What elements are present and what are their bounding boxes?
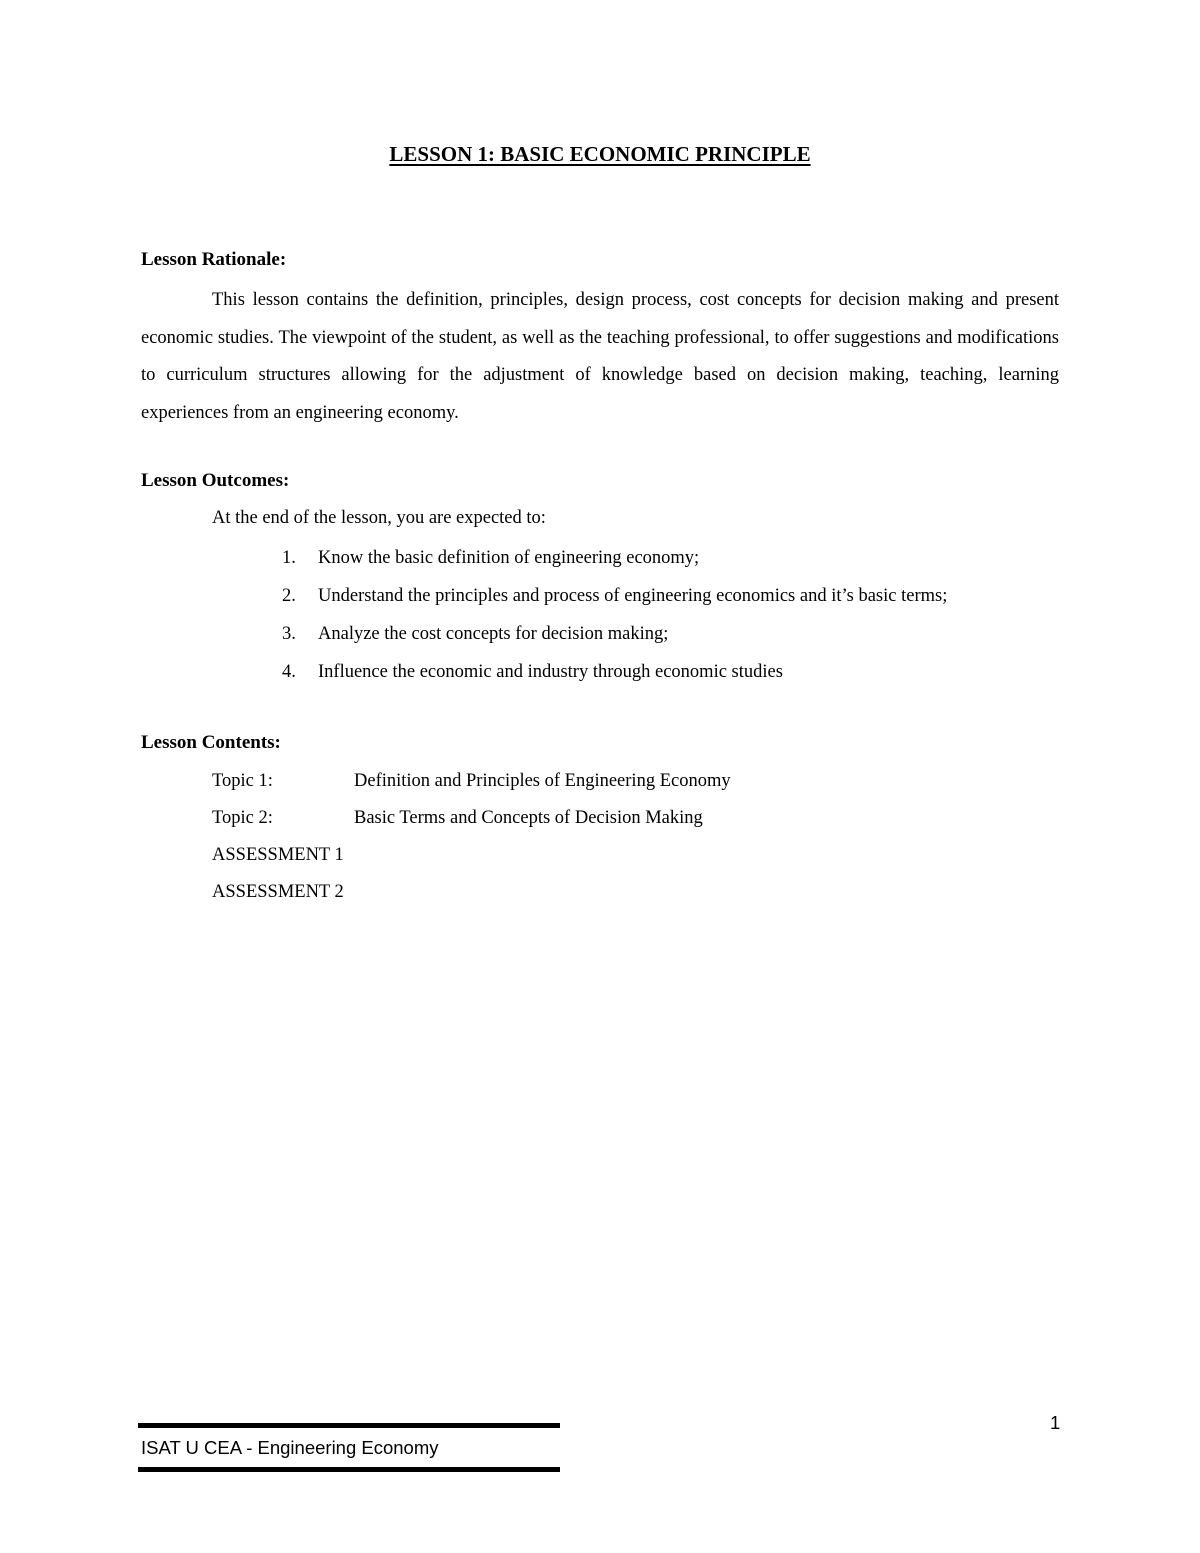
- topic-title: Basic Terms and Concepts of Decision Making: [354, 808, 703, 828]
- assessment-item: ASSESSMENT 2: [212, 882, 344, 902]
- list-item: [212, 620, 947, 658]
- list-item-text: Analyze the cost concepts for decision making;: [318, 624, 669, 644]
- page-number: 1: [1050, 1412, 1061, 1433]
- rationale-heading: Lesson Rationale:: [141, 249, 287, 270]
- list-item: [212, 544, 947, 582]
- list-item-number: 3.: [282, 624, 296, 644]
- list-item-text: Understand the principles and process of engineering economics and it’s basic terms;: [318, 586, 948, 606]
- list-item-number: 4.: [282, 662, 296, 682]
- list-item-text: Influence the economic and industry through economic studies: [318, 662, 783, 682]
- contents-list: [212, 767, 731, 915]
- contents-heading: Lesson Contents:: [141, 732, 281, 753]
- footer-divider-bottom: [138, 1467, 560, 1472]
- topic-label: Topic 2:: [212, 808, 273, 828]
- outcomes-list: [212, 544, 947, 696]
- footer-divider-top: [138, 1423, 560, 1428]
- topic-row: [212, 767, 731, 804]
- footer-text: ISAT U CEA - Engineering Economy: [141, 1437, 439, 1458]
- list-item-number: 2.: [282, 586, 296, 606]
- list-item: [212, 582, 947, 620]
- outcomes-intro: At the end of the lesson, you are expected to:: [212, 508, 546, 528]
- assessment-item: ASSESSMENT 1: [212, 845, 344, 865]
- list-item: [212, 658, 947, 696]
- topic-title: Definition and Principles of Engineering Economy: [354, 771, 731, 791]
- outcomes-heading: Lesson Outcomes:: [141, 470, 290, 491]
- rationale-paragraph: This lesson contains the definition, principles, design process, cost concepts for decision making and present economic studies. The viewpoint of the student, as well as the teaching professional, to offer suggestions and modifications to curriculum structures allowing for the adjustment of knowledge based on decision making, teaching, learning experiences from an engineering economy.: [141, 290, 1059, 423]
- list-item-number: 1.: [282, 548, 296, 568]
- topic-label: Topic 1:: [212, 771, 273, 791]
- list-item-text: Know the basic definition of engineering economy;: [318, 548, 700, 568]
- lesson-title: LESSON 1: BASIC ECONOMIC PRINCIPLE: [389, 142, 811, 166]
- topic-row: [212, 804, 731, 841]
